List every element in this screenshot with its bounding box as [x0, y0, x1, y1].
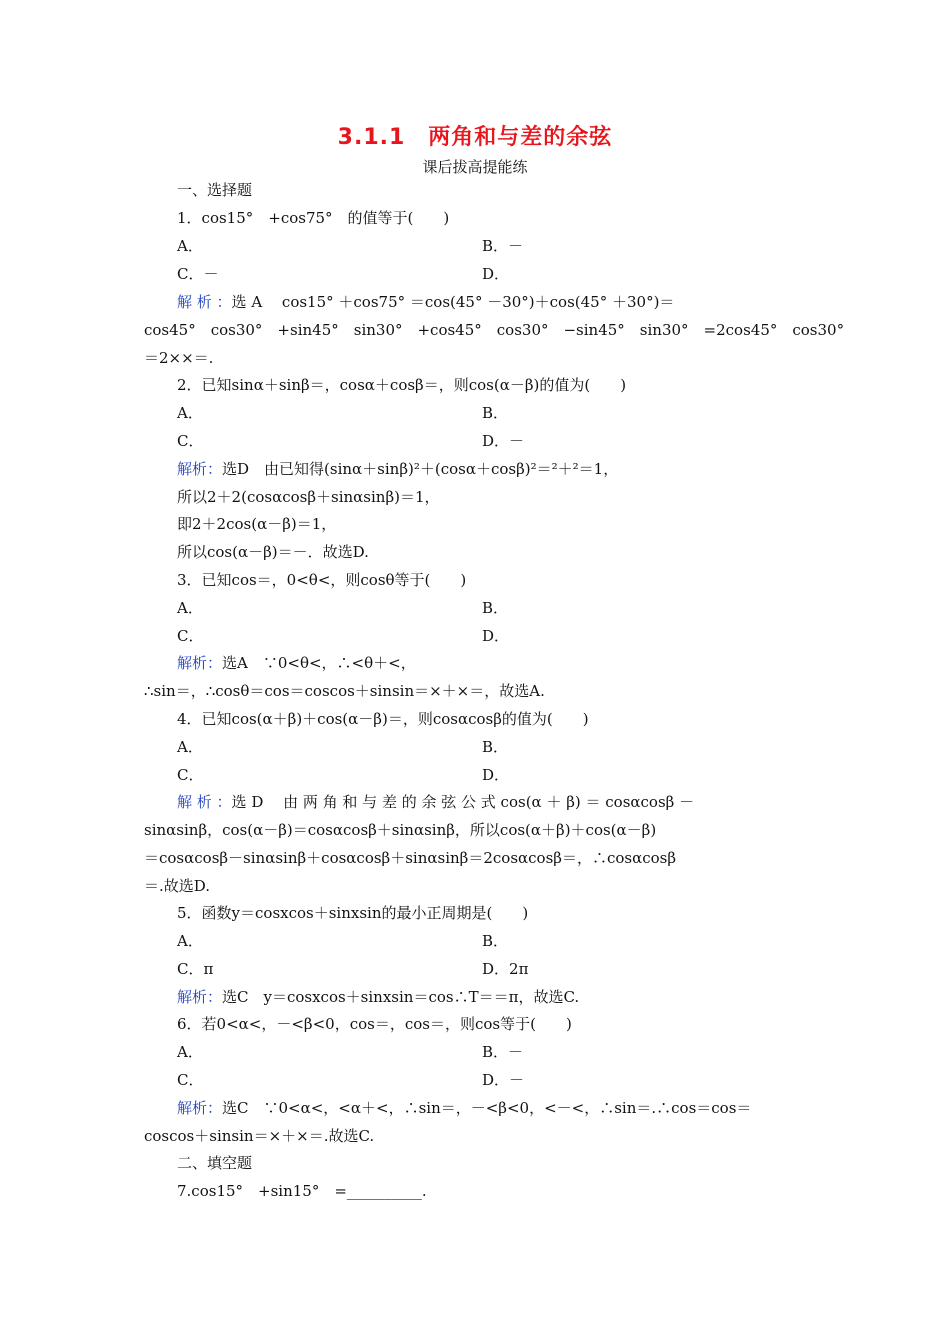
question-6-stem: 6．若0<α<，－<β<0，cos＝，cos＝，则cos等于( ) [177, 1015, 572, 1033]
analysis-text: 选C y＝cosxcos＋sinxsin＝cos∴T＝＝π，故选C. [222, 988, 580, 1006]
question-5-option-b: B． [482, 932, 509, 950]
question-5-option-d: D．2π [482, 960, 529, 978]
question-1-analysis-line-1 [177, 292, 806, 312]
question-2-option-a: A． [177, 404, 203, 422]
question-3-analysis-line-2: ∴sin＝，∴cosθ＝cos＝coscos＋sinsin＝×＋×＝，故选A. [144, 682, 545, 700]
section-heading-choice: 一、选择题 [177, 181, 253, 199]
question-1-option-a: A． [177, 237, 203, 255]
analysis-label: 解析： [177, 460, 223, 478]
question-6-option-b: B．－ [482, 1043, 524, 1061]
question-3-stem: 3．已知cos＝，0<θ<，则cosθ等于( ) [177, 571, 467, 589]
question-5-option-c: C．π [177, 960, 214, 978]
question-2-option-b: B． [482, 404, 509, 422]
section-heading-fill: 二、填空题 [177, 1154, 253, 1172]
question-4-analysis-line-4: ＝.故选D. [144, 877, 211, 895]
question-4-stem: 4．已知cos(α＋β)＋cos(α－β)＝，则cosαcosβ的值为( ) [177, 710, 589, 728]
analysis-text: 选A ∵0<θ<，∴<θ＋<， [222, 654, 416, 672]
question-6-analysis-line-1 [177, 1098, 751, 1118]
question-6-option-d: D．－ [482, 1071, 525, 1089]
question-3-option-a: A． [177, 599, 203, 617]
question-1-analysis-line-2: cos45° cos30° +sin45° sin30° +cos45° cos30° −sin45° sin30° =2cos45° cos30° [144, 321, 845, 339]
question-3-analysis-line-1 [177, 653, 416, 673]
question-4-option-c: C． [177, 766, 204, 784]
question-2-option-d: D．－ [482, 432, 525, 450]
question-5-analysis-line-1 [177, 987, 579, 1007]
analysis-text: 选 A cos15° ＋cos75° ＝cos(45° －30°)＋cos(45° ＋30°)＝ [231, 293, 675, 311]
question-4-analysis-line-2: sinαsinβ，cos(α－β)＝cosαcosβ＋sinαsinβ，所以cos(α＋β)＋cos(α－β) [144, 821, 657, 839]
question-4-option-a: A． [177, 738, 203, 756]
analysis-text: 选D 由已知得(sinα＋sinβ)²＋(cosα＋cosβ)²＝²＋²＝1， [222, 460, 619, 478]
question-1-option-c: C．－ [177, 265, 219, 283]
analysis-label: 解析： [177, 988, 223, 1006]
question-5-option-a: A． [177, 932, 203, 950]
question-2-option-c: C． [177, 432, 204, 450]
question-2-analysis-line-1 [177, 459, 618, 479]
question-1-option-b: B．－ [482, 237, 524, 255]
question-2-analysis-line-4: 所以cos(α－β)＝－．故选D. [177, 543, 369, 561]
analysis-text: 选C ∵0<α<，<α＋<，∴sin＝，－<β<0，<－<，∴sin＝.∴cos＝cos＝ [222, 1099, 752, 1117]
question-1-stem: 1．cos15° +cos75° 的值等于( ) [177, 209, 450, 227]
question-7-stem: 7.cos15° +sin15° =__________. [177, 1182, 427, 1200]
analysis-label: 解析： [177, 654, 223, 672]
question-1-analysis-line-3: ＝2××＝. [144, 349, 214, 367]
analysis-text: 选 D 由 两 角 和 与 差 的 余 弦 公 式 cos(α ＋ β) ＝ cosαcosβ － [231, 793, 695, 811]
analysis-label: 解 析 ： [177, 793, 232, 811]
question-2-stem: 2．已知sinα＋sinβ＝，cosα＋cosβ＝，则cos(α－β)的值为( ) [177, 376, 627, 394]
question-2-analysis-line-2: 所以2＋2(cosαcosβ＋sinαsinβ)＝1， [177, 488, 440, 506]
question-6-analysis-line-2: coscos＋sinsin＝×＋×＝.故选C. [144, 1127, 375, 1145]
analysis-label: 解 析 ： [177, 293, 232, 311]
question-4-option-d: D． [482, 766, 510, 784]
analysis-label: 解析： [177, 1099, 223, 1117]
question-2-analysis-line-3: 即2＋2cos(α－β)＝1， [177, 515, 337, 533]
question-1-option-d: D． [482, 265, 510, 283]
question-4-analysis-line-3: ＝cosαcosβ－sinαsinβ＋cosαcosβ＋sinαsinβ＝2cosαcosβ＝，∴cosαcosβ [144, 849, 677, 867]
question-4-option-b: B． [482, 738, 509, 756]
question-3-option-d: D． [482, 627, 510, 645]
page-title: 3.1.1 两角和与差的余弦 [337, 125, 613, 150]
question-6-option-c: C． [177, 1071, 204, 1089]
question-3-option-c: C． [177, 627, 204, 645]
question-3-option-b: B． [482, 599, 509, 617]
question-6-option-a: A． [177, 1043, 203, 1061]
question-5-stem: 5．函数y＝cosxcos＋sinxsin的最小正周期是( ) [177, 904, 529, 922]
page-subtitle: 课后拔高提能练 [422, 158, 528, 176]
question-4-analysis-line-1 [177, 792, 694, 812]
